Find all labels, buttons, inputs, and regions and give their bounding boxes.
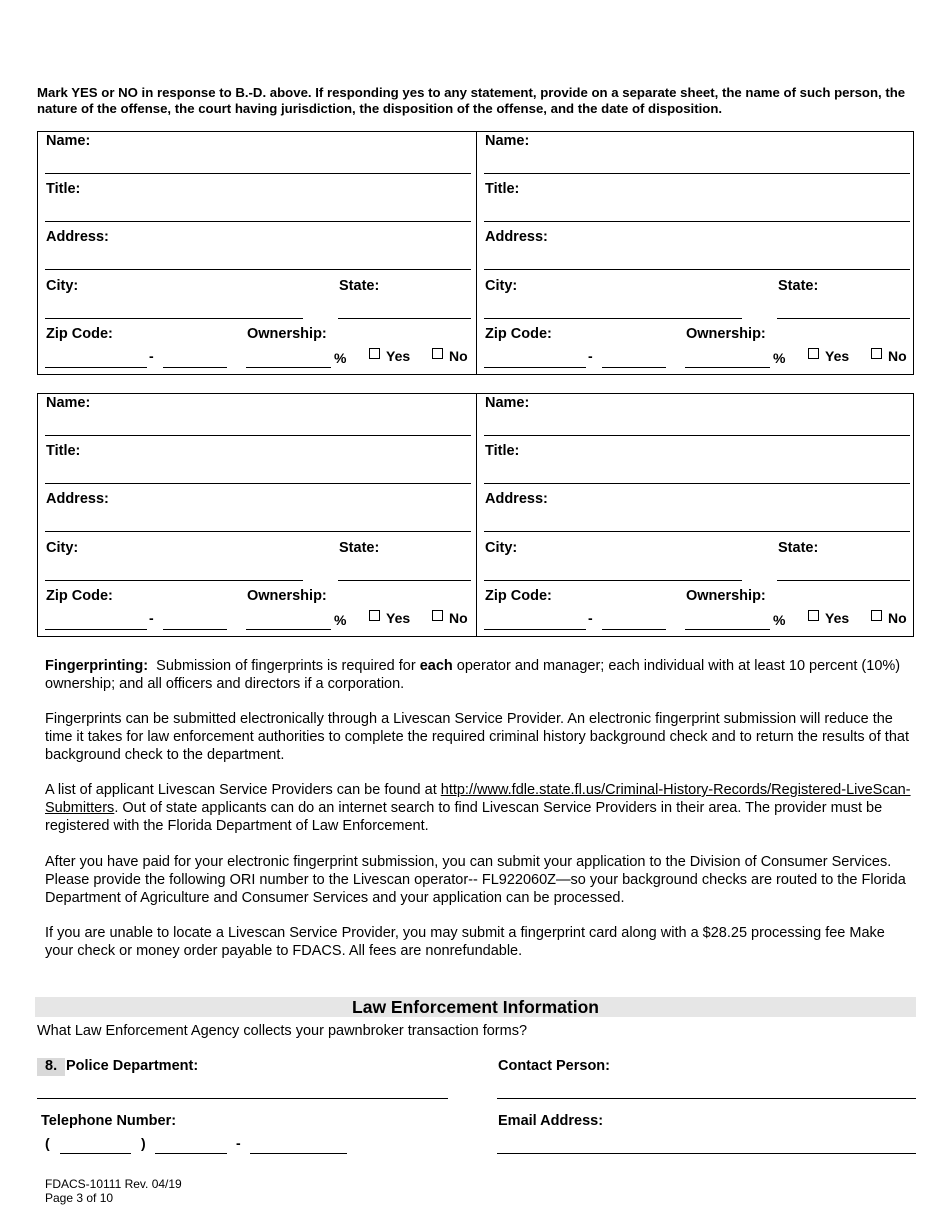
name-label: Name:: [46, 395, 91, 411]
city-input[interactable]: [45, 318, 303, 319]
provider-text-a: A list of applicant Livescan Service Providers can be found at: [45, 782, 441, 798]
law-enforcement-header: [35, 997, 916, 1017]
livescan-paragraph: Fingerprints can be submitted electronically through a Livescan Service Provider. An electronic fingerprint submission will reduce the time it takes for law enforcement authorities to complete the required criminal history background check and to return the results of that background check to the department.: [45, 711, 909, 763]
yes-checkbox[interactable]: [808, 348, 819, 359]
phone-prefix-input[interactable]: [155, 1153, 227, 1154]
agency-question: What Law Enforcement Agency collects your pawnbroker transaction forms?: [37, 1023, 528, 1039]
name-input[interactable]: [45, 435, 471, 436]
name-input[interactable]: [45, 173, 471, 174]
provider-list-paragraph: [45, 781, 915, 835]
fingerprinting-text-a: Submission of fingerprints is required for: [156, 658, 420, 674]
city-input[interactable]: [484, 580, 742, 581]
name-input[interactable]: [484, 173, 910, 174]
zip-dash: -: [149, 348, 154, 364]
percent-sign: %: [334, 612, 347, 628]
instructions-text: Mark YES or NO in response to B.-D. above. If responding yes to any statement, provide on a separate sheet, the name of such person, the nature of the offense, the court having jurisdiction, the disposition of the offense, and the date of disposition.: [37, 85, 906, 116]
yes-checkbox[interactable]: [808, 610, 819, 621]
title-input[interactable]: [45, 221, 471, 222]
percent-sign: %: [773, 612, 786, 628]
city-label: City:: [485, 540, 518, 556]
ori-paragraph: After you have paid for your electronic fingerprint submission, you can submit your application to the Division of Consumer Services. Please provide the following ORI number to the Livescan operator-- FL922060Z—so your background checks are routed to the Florida Department of Agriculture and Consumer Services and your application can be processed.: [45, 854, 906, 906]
ownership-percent-input[interactable]: [685, 629, 770, 630]
state-input[interactable]: [338, 318, 471, 319]
no-label: No: [449, 610, 468, 626]
percent-sign: %: [334, 350, 347, 366]
no-label: No: [888, 610, 907, 626]
no-checkbox[interactable]: [432, 610, 443, 621]
address-input[interactable]: [45, 269, 471, 270]
zip-dash: -: [588, 610, 593, 626]
form-id: FDACS-10111 Rev. 04/19: [45, 1177, 182, 1191]
state-input[interactable]: [777, 580, 910, 581]
state-input[interactable]: [338, 580, 471, 581]
telephone-label: Telephone Number:: [41, 1113, 177, 1129]
ownership-percent-input[interactable]: [685, 367, 770, 368]
address-input[interactable]: [45, 531, 471, 532]
state-label: State:: [339, 540, 380, 556]
fingerprinting-heading: Fingerprinting:: [45, 658, 149, 674]
address-label: Address:: [485, 229, 548, 245]
zip-code-label: Zip Code:: [485, 326, 552, 342]
area-code-close-paren: ): [141, 1135, 146, 1151]
zip-code-label: Zip Code:: [485, 588, 552, 604]
owner-box-top: [37, 131, 914, 375]
area-code-input[interactable]: [60, 1153, 131, 1154]
zip-code-input[interactable]: [484, 367, 586, 368]
address-input[interactable]: [484, 531, 910, 532]
address-input[interactable]: [484, 269, 910, 270]
owner-box-bottom: [37, 393, 914, 637]
name-input[interactable]: [484, 435, 910, 436]
zip-extension-input[interactable]: [602, 629, 666, 630]
yes-checkbox[interactable]: [369, 348, 380, 359]
ownership-percent-input[interactable]: [246, 367, 331, 368]
zip-extension-input[interactable]: [163, 629, 227, 630]
name-label: Name:: [485, 395, 530, 411]
email-label: Email Address:: [498, 1113, 604, 1129]
address-label: Address:: [46, 229, 109, 245]
fingerprint-card-paragraph: If you are unable to locate a Livescan Service Provider, you may submit a fingerprint card along with a $28.25 processing fee Make your check or money order payable to FDACS. All fees are nonrefundable.: [45, 925, 885, 959]
ownership-label: Ownership:: [247, 326, 327, 342]
owner-block-4: [476, 394, 915, 636]
no-label: No: [888, 348, 907, 364]
title-input[interactable]: [484, 221, 910, 222]
city-input[interactable]: [45, 580, 303, 581]
page-number: Page 3 of 10: [45, 1191, 114, 1205]
provider-text-b: . Out of state applicants can do an internet search to find Livescan Service Providers in their area. The provider must be registered with the Florida Department of Law Enforcement.: [45, 800, 883, 834]
section-title: Law Enforcement Information: [352, 997, 599, 1017]
fingerprinting-each: each: [419, 658, 453, 674]
owner-block-2: [476, 132, 915, 374]
city-label: City:: [46, 540, 79, 556]
police-department-label: Police Department:: [66, 1058, 199, 1074]
phone-line-input[interactable]: [250, 1153, 347, 1154]
title-label: Title:: [485, 443, 520, 459]
state-label: State:: [339, 278, 380, 294]
email-input[interactable]: [497, 1153, 916, 1154]
no-checkbox[interactable]: [871, 348, 882, 359]
zip-code-input[interactable]: [45, 629, 147, 630]
city-label: City:: [485, 278, 518, 294]
yes-checkbox[interactable]: [369, 610, 380, 621]
percent-sign: %: [773, 350, 786, 366]
ownership-percent-input[interactable]: [246, 629, 331, 630]
zip-dash: -: [149, 610, 154, 626]
address-label: Address:: [485, 491, 548, 507]
yes-label: Yes: [386, 610, 411, 626]
fingerprinting-text-b: operator and manager; each individual with at least 10 percent (10%) ownership; and all officers and directors if a corporation.: [45, 658, 901, 692]
name-label: Name:: [46, 133, 91, 149]
city-input[interactable]: [484, 318, 742, 319]
footer: [45, 1177, 182, 1205]
title-input[interactable]: [484, 483, 910, 484]
city-label: City:: [46, 278, 79, 294]
state-label: State:: [778, 278, 819, 294]
fdle-livescan-link[interactable]: http://www.fdle.state.fl.us/Criminal-History-Records/Registered-LiveScan-Submitters: [45, 782, 911, 816]
zip-dash: -: [588, 348, 593, 364]
zip-code-input[interactable]: [45, 367, 147, 368]
yes-label: Yes: [825, 610, 850, 626]
title-input[interactable]: [45, 483, 471, 484]
contact-person-input[interactable]: [497, 1098, 916, 1099]
phone-dash: -: [236, 1135, 241, 1151]
state-input[interactable]: [777, 318, 910, 319]
ownership-label: Ownership:: [247, 588, 327, 604]
ownership-label: Ownership:: [686, 588, 766, 604]
zip-extension-input[interactable]: [163, 367, 227, 368]
zip-code-input[interactable]: [484, 629, 586, 630]
zip-code-label: Zip Code:: [46, 588, 113, 604]
owner-block-1: [38, 132, 476, 374]
zip-extension-input[interactable]: [602, 367, 666, 368]
owner-block-3: [38, 394, 476, 636]
zip-code-label: Zip Code:: [46, 326, 113, 342]
police-department-input[interactable]: [37, 1098, 448, 1099]
title-label: Title:: [485, 181, 520, 197]
title-label: Title:: [46, 443, 81, 459]
address-label: Address:: [46, 491, 109, 507]
no-checkbox[interactable]: [871, 610, 882, 621]
yes-label: Yes: [825, 348, 850, 364]
item-number: 8.: [45, 1058, 58, 1074]
yes-label: Yes: [386, 348, 411, 364]
name-label: Name:: [485, 133, 530, 149]
no-label: No: [449, 348, 468, 364]
ownership-label: Ownership:: [686, 326, 766, 342]
fingerprinting-intro: [45, 657, 915, 693]
state-label: State:: [778, 540, 819, 556]
contact-person-label: Contact Person:: [498, 1058, 610, 1074]
no-checkbox[interactable]: [432, 348, 443, 359]
title-label: Title:: [46, 181, 81, 197]
area-code-open-paren: (: [45, 1135, 50, 1151]
